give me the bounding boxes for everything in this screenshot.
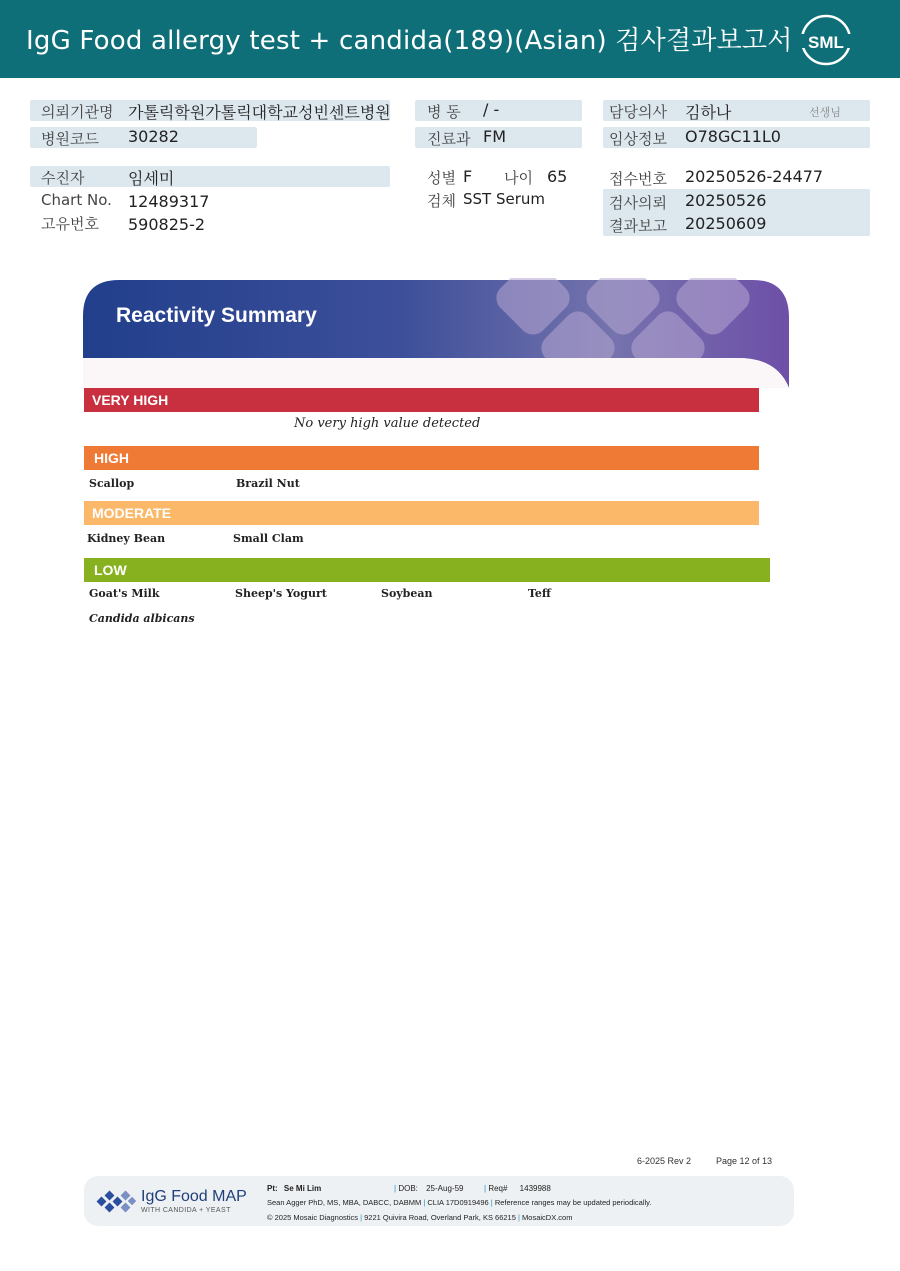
report-footer <box>84 1176 794 1226</box>
doctor-suffix: 선생님 <box>809 106 841 119</box>
copyright-text: © 2025 Mosaic Diagnostics <box>267 1213 358 1222</box>
address-text: 9221 Quivira Road, Overland Park, KS 66215 <box>364 1213 516 1222</box>
age-value: 65 <box>547 167 568 186</box>
chart-value: 12489317 <box>128 192 210 211</box>
patient-label: 수진자 <box>41 169 85 187</box>
summary-title: Reactivity Summary <box>116 304 317 327</box>
revision-text: 6-2025 Rev 2 <box>637 1156 692 1166</box>
high-item: Brazil Nut <box>236 477 300 490</box>
website-link[interactable]: MosaicDX.com <box>522 1213 573 1222</box>
brand-line2: WITH CANDIDA + YEAST <box>141 1207 231 1214</box>
clia-number: CLIA 17D0919496 <box>427 1198 489 1207</box>
high-label: HIGH <box>94 450 129 466</box>
separator: | <box>518 1213 520 1222</box>
req-value: 1439988 <box>519 1184 551 1193</box>
separator: | <box>360 1213 363 1222</box>
unique-value: 590825-2 <box>128 215 206 234</box>
sex-label: 성별 <box>427 169 456 187</box>
hospital-code-value: 30282 <box>128 127 179 146</box>
clinical-value: O78GC11L0 <box>685 127 781 146</box>
low-item: Sheep's Yogurt <box>235 587 327 600</box>
report-value: 20250609 <box>685 214 767 233</box>
low-label: LOW <box>94 562 127 578</box>
unique-label: 고유번호 <box>41 215 99 233</box>
doctor-label: 담당의사 <box>609 103 667 121</box>
clinical-label: 임상정보 <box>609 130 667 148</box>
dob-label: DOB: <box>398 1184 418 1193</box>
low-item: Goat's Milk <box>89 587 160 600</box>
report-label: 결과보고 <box>609 217 667 235</box>
page-number: Page 12 of 13 <box>716 1156 773 1166</box>
age-label: 나이 <box>504 169 533 187</box>
req-label: Req# <box>488 1184 508 1193</box>
separator: | <box>423 1198 426 1207</box>
high-bar <box>84 446 759 470</box>
department-value: FM <box>483 127 507 146</box>
separator: | <box>490 1198 493 1207</box>
staff-credits: Sean Agger PhD, MS, MBA, DABCC, DABMM <box>267 1198 422 1207</box>
low-item: Candida albicans <box>89 612 195 625</box>
very-high-bar <box>84 388 759 412</box>
food-map-icon <box>96 1188 138 1216</box>
moderate-label: MODERATE <box>92 505 172 521</box>
low-bar <box>84 558 770 582</box>
hospital-code-label: 병원코드 <box>41 130 99 148</box>
report-title: IgG Food allergy test + candida(189)(Asian) 검사결과보고서 <box>26 26 793 56</box>
ward-value: / - <box>483 100 500 119</box>
specimen-label: 검체 <box>427 192 456 210</box>
specimen-value: SST Serum <box>463 190 546 208</box>
sml-logo <box>800 14 852 66</box>
request-value: 20250526 <box>685 191 767 210</box>
very-high-label: VERY HIGH <box>92 392 169 408</box>
very-high-message: No very high value detected <box>294 416 481 431</box>
request-label: 검사의뢰 <box>609 194 667 212</box>
separator: | <box>394 1184 397 1193</box>
receipt-label: 접수번호 <box>609 170 667 188</box>
reactivity-summary-banner <box>83 278 789 388</box>
moderate-bar <box>84 501 759 525</box>
department-label: 진료과 <box>427 130 471 148</box>
separator: | <box>484 1184 487 1193</box>
institution-label: 의뢰기관명 <box>41 103 114 121</box>
high-item: Scallop <box>89 477 135 490</box>
moderate-item: Kidney Bean <box>87 532 166 545</box>
low-item: Soybean <box>381 587 433 600</box>
institution-value: 가톨릭학원가톨릭대학교성빈센트병원 <box>128 103 391 122</box>
ward-label: 병 동 <box>427 103 461 121</box>
pt-value: Se Mi Lim <box>283 1184 322 1193</box>
moderate-item: Small Clam <box>233 532 304 545</box>
logo-text: SML <box>808 33 844 52</box>
dob-value: 25-Aug-59 <box>426 1184 464 1193</box>
report-header <box>0 0 900 78</box>
doctor-value: 김하나 <box>685 103 732 122</box>
low-item: Teff <box>528 587 551 600</box>
chart-label: Chart No. <box>41 191 112 209</box>
sex-value: F <box>463 167 473 186</box>
receipt-value: 20250526-24477 <box>685 167 824 186</box>
pt-label: Pt: <box>267 1184 278 1193</box>
patient-value: 임세미 <box>128 169 175 188</box>
brand-line1: IgG Food MAP <box>141 1188 247 1205</box>
igg-food-map-logo <box>96 1188 256 1216</box>
reference-note: Reference ranges may be updated periodically. <box>494 1198 652 1207</box>
